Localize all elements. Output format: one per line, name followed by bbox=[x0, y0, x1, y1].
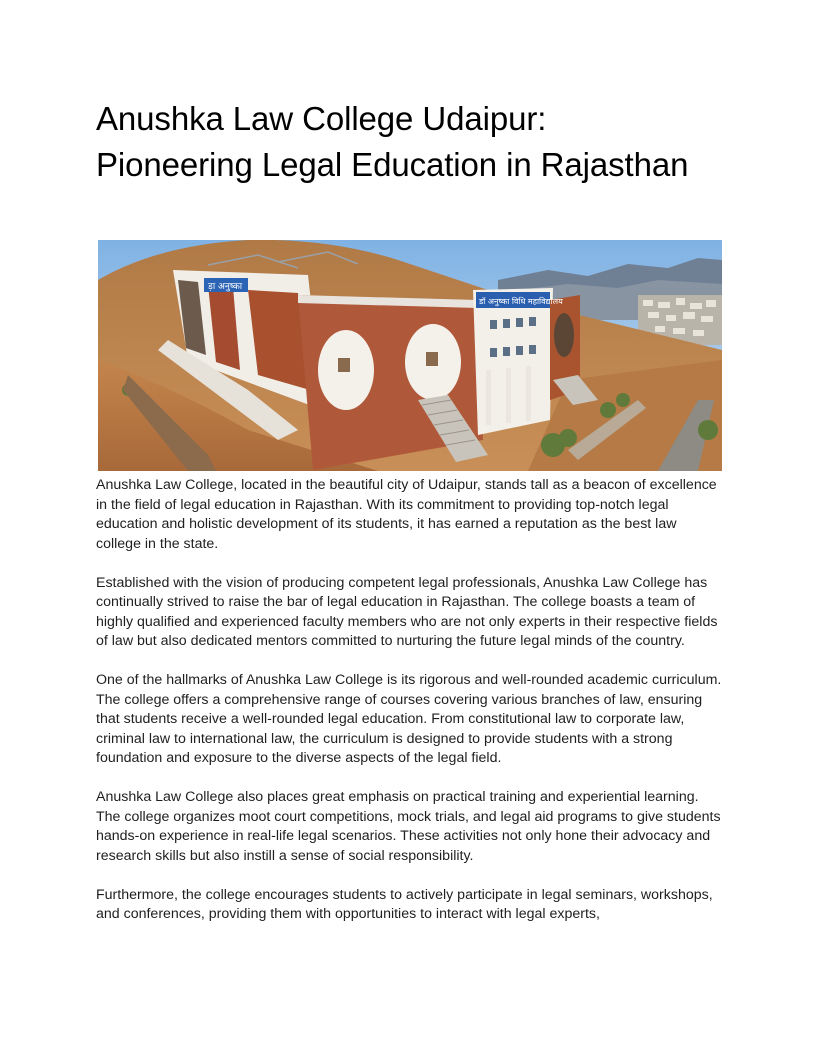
paragraph-practical-training: Anushka Law College also places great emphasis on practical training and experiential learning. The college organizes moot court competitions, mock trials, and legal aid programs to give students hands-on experience in real-life legal scenarios. These activities not only hone their advocacy and research skills but also instill a sense of social responsibility. bbox=[96, 789, 721, 864]
paragraph-vision: Established with the vision of producing competent legal professionals, Anushka Law College has continually strived to raise the bar of legal education in Rajasthan. The college boasts a team of highly qualified and experienced faculty members who are not only experts in their respective fields of law but also dedicated mentors committed to nurturing the future legal minds of the country. bbox=[96, 574, 718, 649]
building-sign-left: ड़ा अनुष्का bbox=[208, 282, 243, 292]
paragraph-intro: Anushka Law College, located in the beautiful city of Udaipur, stands tall as a beacon of excellence in the field of legal education in Rajasthan. With its commitment to providing top-notch legal education and holistic development of its students, it has earned a reputation as the best law college in the state. bbox=[96, 477, 717, 552]
college-building-photo bbox=[98, 240, 722, 471]
article-body bbox=[96, 476, 722, 944]
page-title: Anushka Law College Udaipur: Pioneering Legal Education in Rajasthan bbox=[96, 100, 689, 183]
building-sign-right: डॉ अनुष्का विधि महाविद्यालय bbox=[479, 297, 563, 306]
paragraph-curriculum: One of the hallmarks of Anushka Law College is its rigorous and well-rounded academic curriculum. The college offers a comprehensive range of courses covering various branches of law, ensuring that students receive a well-rounded legal education. From constitutional law to corporate law, criminal law to international law, the curriculum is designed to provide students with a strong foundation and exposure to the diverse aspects of the legal field. bbox=[96, 672, 722, 766]
paragraph-seminars: Furthermore, the college encourages students to actively participate in legal seminars, workshops, and conferences, providing them with opportunities to interact with legal experts, bbox=[96, 886, 713, 922]
